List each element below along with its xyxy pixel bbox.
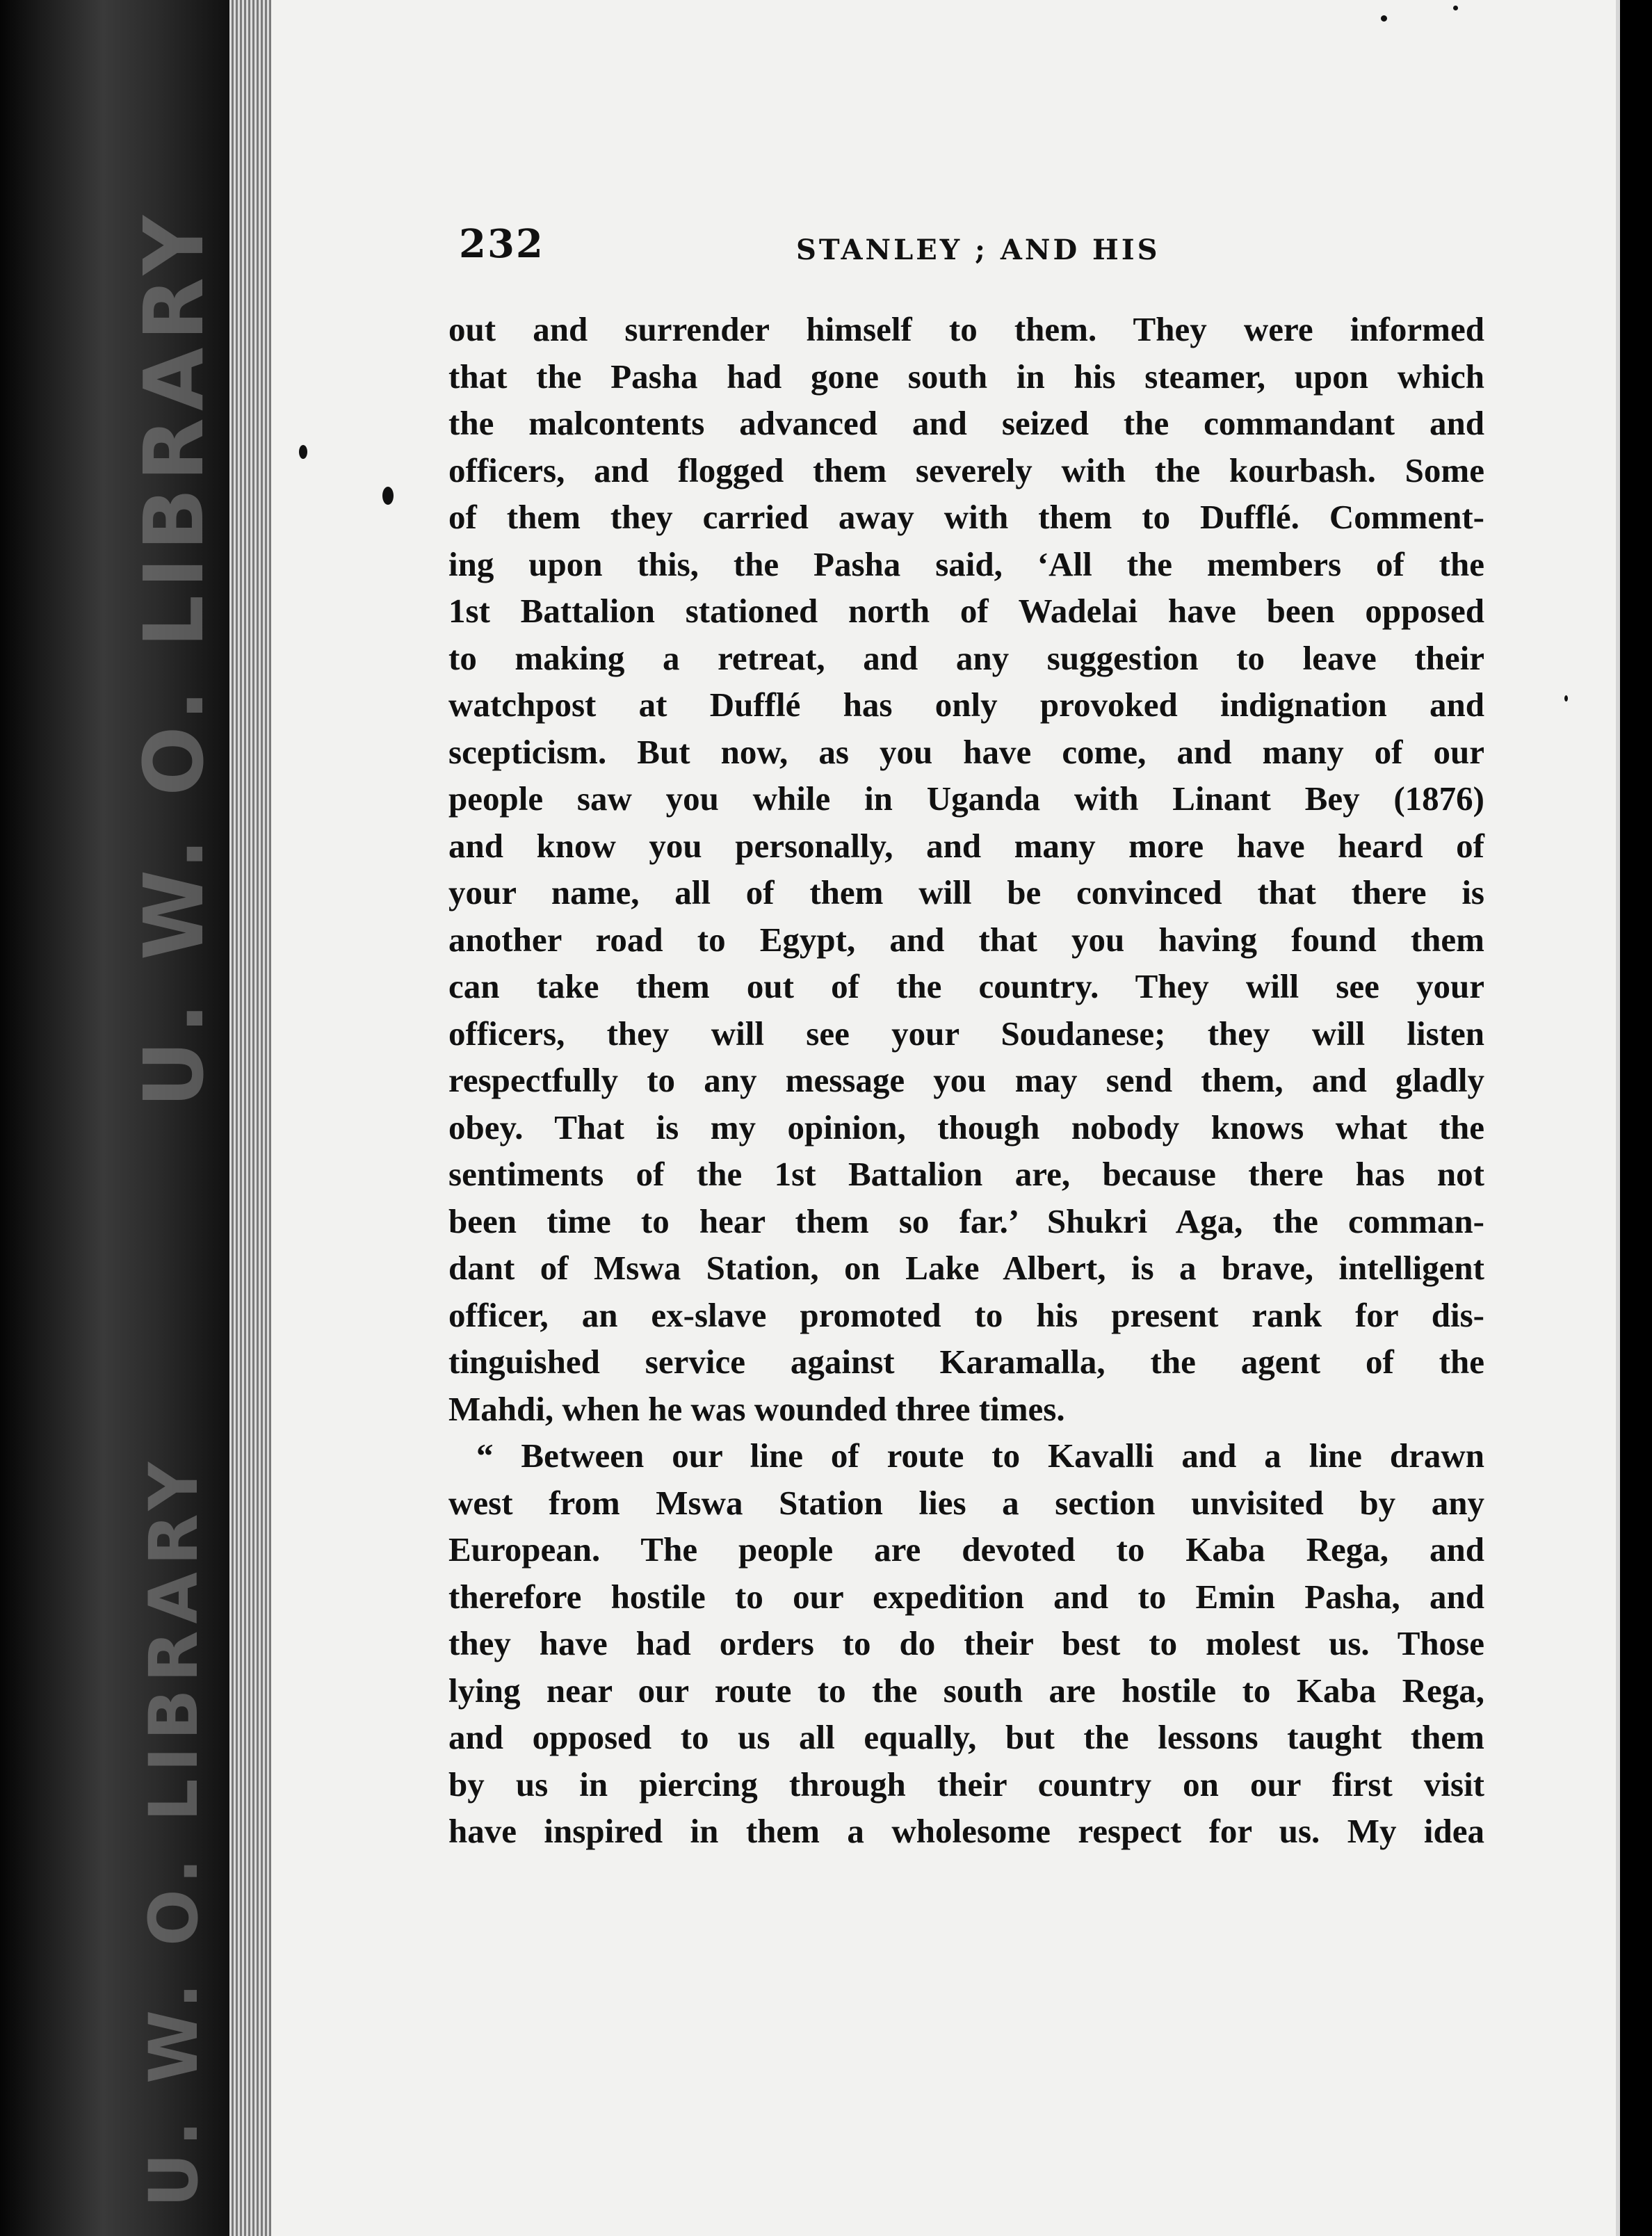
text-line: west from Mswa Station lies a section unvisited by any (448, 1483, 1484, 1522)
spine-library-stamp: U. W. O. LIBRARY (126, 209, 222, 1108)
page-speck (1564, 695, 1568, 702)
text-line: sentiments of the 1st Battalion are, because there has not (448, 1155, 1484, 1193)
text-line: tinguished service against Karamalla, the agent of the (448, 1343, 1484, 1381)
page-speck (1381, 15, 1387, 22)
text-line: the malcontents advanced and seized the commandant and (448, 404, 1484, 442)
text-line: out and surrender himself to them. They were informed (448, 310, 1484, 348)
page-speck (299, 445, 307, 459)
running-title: STANLEY ; AND HIS (796, 234, 1160, 266)
text-line: ing upon this, the Pasha said, ‘All the members of the (448, 544, 1484, 583)
text-line: another road to Egypt, and that you having found them (448, 920, 1484, 959)
text-line: been time to hear them so far.’ Shukri Aga, the comman- (448, 1201, 1484, 1240)
text-line: Mahdi, when he was wounded three times. (448, 1389, 1065, 1428)
text-line: people saw you while in Uganda with Linant Bey (1876) (448, 779, 1484, 818)
text-line: they have had orders to do their best to molest us. Those (448, 1624, 1484, 1662)
scan-border (1620, 0, 1652, 2236)
running-head (459, 221, 1488, 277)
text-line: by us in piercing through their country on our first visit (448, 1765, 1484, 1804)
text-line: your name, all of them will be convinced that there is (448, 873, 1484, 912)
text-line: officer, an ex-slave promoted to his present rank for dis- (448, 1295, 1484, 1334)
page-edges (229, 0, 271, 2236)
page-speck (382, 487, 394, 505)
text-line: officers, and flogged them severely with the kourbash. Some (448, 451, 1484, 489)
text-line: and opposed to us all equally, but the lessons taught them (448, 1718, 1484, 1756)
page-number: 232 (459, 221, 544, 267)
text-line: can take them out of the country. They will see your (448, 967, 1484, 1005)
text-line: of them they carried away with them to Dufflé. Comment- (448, 498, 1484, 536)
text-line: have inspired in them a wholesome respect for us. My idea (448, 1812, 1484, 1850)
text-line: scepticism. But now, as you have come, and many of our (448, 732, 1484, 771)
text-line: that the Pasha had gone south in his steamer, upon which (448, 357, 1484, 396)
text-line: watchpost at Dufflé has only provoked indignation and (448, 686, 1484, 724)
text-line: European. The people are devoted to Kaba Rega, and (448, 1530, 1484, 1569)
text-line: obey. That is my opinion, though nobody knows what the (448, 1108, 1484, 1147)
text-line: dant of Mswa Station, on Lake Albert, is a brave, intelligent (448, 1249, 1484, 1287)
spine-stamp (122, 209, 226, 2207)
text-line: respectfully to any message you may send them, and gladly (448, 1061, 1484, 1099)
text-line: and know you personally, and many more have heard of (448, 826, 1484, 865)
text-line: lying near our route to the south are hostile to Kaba Rega, (448, 1671, 1484, 1710)
text-line: therefore hostile to our expedition and to Emin Pasha, and (448, 1577, 1484, 1616)
text-line: to making a retreat, and any suggestion to leave their (448, 638, 1484, 677)
body-text (448, 306, 1484, 1855)
text-line: 1st Battalion stationed north of Wadelai have been opposed (448, 592, 1484, 630)
page-speck (1453, 6, 1458, 10)
book-spine (0, 0, 229, 2236)
text-line: “ Between our line of route to Kavalli and a line drawn (476, 1436, 1484, 1475)
spine-library-stamp-lower: U. W. O. LIBRARY (135, 1455, 213, 2207)
text-line: officers, they will see your Soudanese; they will listen (448, 1014, 1484, 1053)
